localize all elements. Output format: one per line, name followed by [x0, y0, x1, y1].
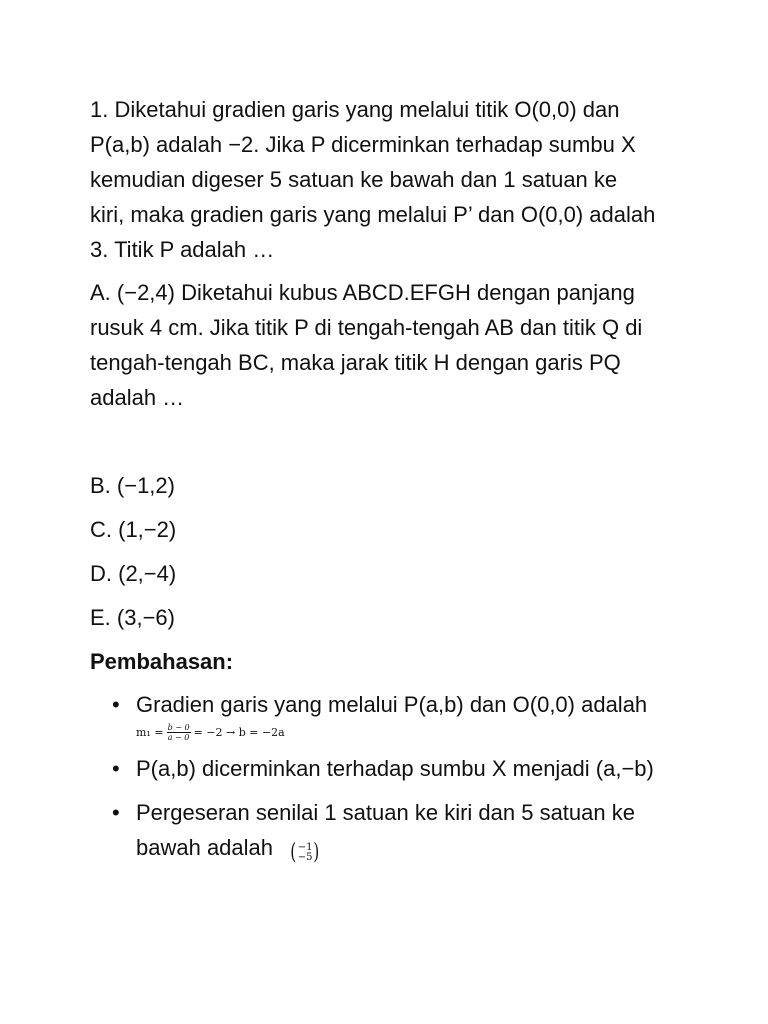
list-item — [90, 687, 690, 742]
question-line: kemudian digeser 5 satuan ke bawah dan 1 satuan ke — [90, 167, 618, 192]
formula-numerator: b − 0 — [167, 723, 190, 732]
vector-top: −1 — [297, 842, 313, 853]
bullet-icon: • — [112, 756, 120, 781]
document-page — [90, 92, 690, 874]
question-line: kiri, maka gradien garis yang melalui P’ dan O(0,0) adalah — [90, 202, 656, 227]
bullet-icon: • — [112, 692, 120, 717]
option-a-line: rusuk 4 cm. Jika titik P di tengah-tengah AB dan titik Q di — [90, 315, 643, 340]
list-item-text: bawah adalah — [136, 835, 274, 860]
question-line: P(a,b) adalah −2. Jika P dicerminkan terhadap sumbu X — [90, 132, 636, 157]
gradient-formula — [136, 723, 690, 742]
option-a-line: adalah … — [90, 385, 185, 410]
vector-close-paren: ) — [313, 840, 320, 865]
option-e: E. (3,−6) — [90, 605, 175, 630]
question-line: 3. Titik P adalah … — [90, 237, 275, 262]
formula-lhs: m₁ = — [136, 725, 164, 739]
formula-denominator: a − 0 — [167, 733, 190, 742]
option-a-line: A. (−2,4) Diketahui kubus ABCD.EFGH dengan panjang — [90, 280, 635, 305]
bullet-icon: • — [112, 800, 120, 825]
translation-vector — [289, 842, 321, 864]
option-c: C. (1,−2) — [90, 517, 177, 542]
discussion-heading: Pembahasan: — [90, 649, 234, 674]
list-item — [90, 795, 690, 865]
vector-column — [298, 843, 313, 863]
discussion-list — [90, 687, 690, 865]
list-item-text: Pergeseran senilai 1 satuan ke kiri dan 5 satuan ke — [136, 800, 635, 825]
vector-open-paren: ( — [290, 840, 297, 865]
list-item-text: Gradien garis yang melalui P(a,b) dan O(0,0) adalah — [136, 692, 648, 717]
option-b: B. (−1,2) — [90, 473, 175, 498]
question-line: 1. Diketahui gradien garis yang melalui titik O(0,0) dan — [90, 97, 620, 122]
option-a-line: tengah-tengah BC, maka jarak titik H dengan garis PQ — [90, 350, 621, 375]
question-1 — [90, 92, 690, 267]
option-d: D. (2,−4) — [90, 561, 177, 586]
formula-fraction — [167, 723, 191, 742]
list-item-text: P(a,b) dicerminkan terhadap sumbu X menjadi (a,−b) — [136, 756, 654, 781]
vector-bottom: −5 — [297, 852, 313, 863]
list-item — [90, 751, 690, 786]
formula-rhs: = −2 → b = −2a — [193, 725, 285, 739]
option-a — [90, 275, 690, 415]
spacer — [90, 424, 690, 468]
